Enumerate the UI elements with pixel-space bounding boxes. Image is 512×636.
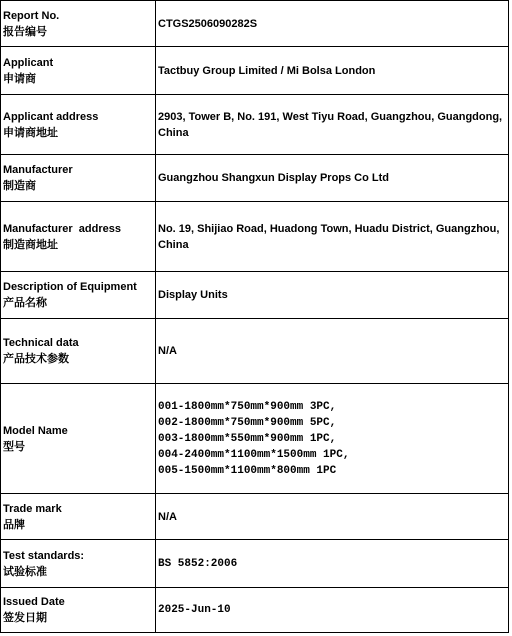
label-cn: 型号	[3, 439, 25, 453]
label-en: Test standards:	[3, 549, 85, 562]
technical-data: N/A	[158, 345, 177, 357]
label-en: Technical data	[3, 337, 79, 349]
label-en: Model Name	[3, 424, 68, 437]
label-cell	[1, 588, 156, 633]
value-cell	[156, 272, 509, 319]
value-cell	[156, 588, 509, 633]
label-cell	[1, 155, 156, 202]
value-cell	[156, 384, 509, 494]
label-cn: 申请商地址	[3, 125, 58, 139]
row-applicant-address	[1, 95, 509, 155]
label-cn: 产品名称	[3, 296, 47, 309]
row-model-name	[1, 384, 509, 494]
value-cell	[156, 540, 509, 588]
label-cell	[1, 95, 156, 155]
row-test-standards	[1, 540, 509, 588]
label-cn: 签发日期	[3, 611, 47, 624]
manufacturer-address: No. 19, Shijiao Road, Huadong Town, Huadu District, Guangzhou, China	[158, 222, 500, 251]
row-description	[1, 272, 509, 319]
test-standard: BS 5852:2006	[158, 557, 238, 570]
equipment-description: Display Units	[158, 289, 228, 301]
label-cell	[1, 540, 156, 588]
value-cell	[156, 95, 509, 155]
model-line: 002-1800mm*750mm*900mm 5PC,	[158, 416, 337, 429]
value-cell	[156, 319, 509, 384]
manufacturer-name: Guangzhou Shangxun Display Props Co Ltd	[158, 172, 390, 184]
label-en: Applicant address	[3, 110, 99, 123]
applicant-name: Tactbuy Group Limited / Mi Bolsa London	[158, 64, 376, 77]
model-line: 004-2400mm*1100mm*1500mm 1PC,	[158, 448, 350, 461]
label-cn: 申请商	[3, 71, 36, 85]
label-cn: 制造商地址	[3, 237, 58, 251]
label-en: Applicant	[3, 56, 54, 69]
row-technical-data	[1, 319, 509, 384]
model-line: 003-1800mm*550mm*900mm 1PC,	[158, 432, 337, 445]
row-applicant	[1, 47, 509, 95]
label-cell	[1, 494, 156, 540]
label-cn: 制造商	[3, 179, 36, 192]
label-en: Trade mark	[3, 502, 62, 515]
label-cell	[1, 202, 156, 272]
label-cn: 品牌	[3, 517, 25, 531]
applicant-address: 2903, Tower B, No. 191, West Tiyu Road, Guangzhou, Guangdong, China	[158, 110, 503, 139]
row-manufacturer	[1, 155, 509, 202]
model-line: 005-1500mm*1100mm*800mm 1PC	[158, 464, 337, 477]
label-cell	[1, 1, 156, 47]
row-trade-mark	[1, 494, 509, 540]
report-number: CTGS2506090282S	[158, 17, 258, 30]
value-cell	[156, 494, 509, 540]
label-en: Report No.	[3, 9, 60, 22]
row-report-no	[1, 1, 509, 47]
label-en: Issued Date	[3, 596, 65, 608]
label-en: Manufacturer address	[3, 222, 121, 235]
row-issued-date	[1, 588, 509, 633]
label-en: Description of Equipment	[3, 281, 137, 293]
model-line: 001-1800mm*750mm*900mm 3PC,	[158, 400, 337, 413]
label-cell	[1, 384, 156, 494]
trade-mark: N/A	[158, 510, 177, 523]
label-cn: 试验标准	[3, 564, 47, 578]
value-cell	[156, 202, 509, 272]
label-cn: 报告编号	[3, 24, 47, 38]
label-cell	[1, 47, 156, 95]
label-en: Manufacturer	[3, 164, 73, 176]
row-manufacturer-address	[1, 202, 509, 272]
value-cell	[156, 1, 509, 47]
value-cell	[156, 47, 509, 95]
label-cell	[1, 319, 156, 384]
label-cell	[1, 272, 156, 319]
value-cell	[156, 155, 509, 202]
issued-date: 2025-Jun-10	[158, 604, 231, 616]
label-cn: 产品技术参数	[3, 352, 69, 365]
